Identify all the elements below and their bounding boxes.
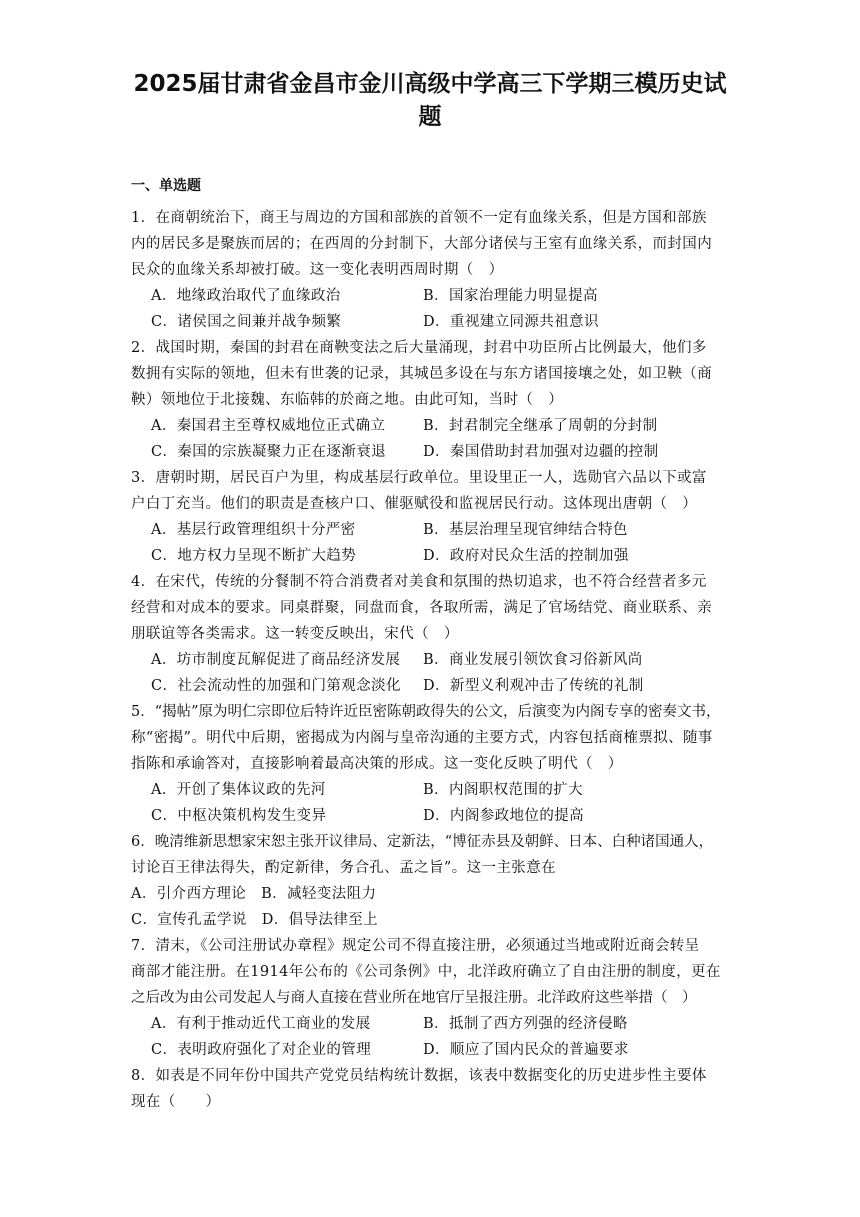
question-stem-line: 数拥有实际的领地，但未有世袭的记录，其城邑多设在与东方诸国接壤之处，如卫鞅（商 bbox=[131, 366, 713, 382]
option-b: B．内阁职权范围的扩大 bbox=[423, 782, 584, 798]
question-stem-line: 8．如表是不同年份中国共产党党员结构统计数据，该表中数据变化的历史进步性主要体 bbox=[131, 1068, 707, 1084]
question-stem-line: 2．战国时期，秦国的封君在商鞅变法之后大量涌现，封君中功臣所占比例最大，他们多 bbox=[131, 340, 707, 356]
option-c: C．地方权力呈现不断扩大趋势 bbox=[151, 548, 357, 564]
question-5 bbox=[131, 699, 743, 829]
option-a: A．基层行政管理组织十分严密 bbox=[151, 522, 356, 538]
document-title bbox=[60, 68, 800, 134]
question-1 bbox=[131, 205, 743, 335]
question-stem-line: 民众的血缘关系却被打破。这一变化表明西周时期（ ） bbox=[131, 262, 504, 278]
options-grid bbox=[131, 777, 743, 829]
option-d: D．内阁参政地位的提高 bbox=[423, 808, 585, 824]
option-b: B．商业发展引领饮食习俗新风尚 bbox=[423, 652, 643, 668]
option-c: C．表明政府强化了对企业的管理 bbox=[151, 1042, 372, 1058]
question-stem-line: 称“密揭”。明代中后期，密揭成为内阁与皇帝沟通的主要方式，内容包括商榷票拟、随事 bbox=[131, 730, 713, 746]
option-c: C．中枢决策机构发生变异 bbox=[151, 808, 327, 824]
options-grid bbox=[131, 413, 743, 465]
option-d: D．重视建立同源共祖意识 bbox=[423, 314, 599, 330]
question-stem-line: 经营和对成本的要求。同桌群聚，同盘而食，各取所需，满足了官场结党、商业联系、亲 bbox=[131, 600, 713, 616]
option-d: D．新型义利观冲击了传统的礼制 bbox=[423, 678, 644, 694]
question-stem-line: 1．在商朝统治下，商王与周边的方国和部族的首领不一定有血缘关系，但是方国和部族 bbox=[131, 210, 707, 226]
question-stem-line: 3．唐朝时期，居民百户为里，构成基层行政单位。里设里正一人，选勋官六品以下或富 bbox=[131, 470, 707, 486]
option-c: C．社会流动性的加强和门第观念淡化 bbox=[151, 678, 401, 694]
option-row-cd: C．宣传孔孟学说 D．倡导法律至上 bbox=[131, 912, 379, 928]
question-stem-line: 4．在宋代，传统的分餐制不符合消费者对美食和氛围的热切追求，也不符合经营者多元 bbox=[131, 574, 707, 590]
option-b: B．抵制了西方列强的经济侵略 bbox=[423, 1016, 628, 1032]
question-stem-line: 之后改为由公司发起人与商人直接在营业所在地官厅呈报注册。北洋政府这些举措（ ） bbox=[131, 990, 697, 1006]
options-grid bbox=[131, 517, 743, 569]
options-grid bbox=[131, 283, 743, 335]
question-stem-line: 指陈和承谕答对，直接影响着最高决策的形成。这一变化反映了明代（ ） bbox=[131, 756, 623, 772]
question-2 bbox=[131, 335, 743, 465]
title-line-2: 题 bbox=[418, 104, 442, 130]
option-row-ab: A．引介西方理论 B．减轻变法阻力 bbox=[131, 886, 377, 902]
options-grid bbox=[131, 1011, 743, 1063]
question-7 bbox=[131, 933, 743, 1063]
option-b: B．封君制完全继承了周朝的分封制 bbox=[423, 418, 658, 434]
question-stem-line: 户白丁充当。他们的职责是查核户口、催驱赋役和监视居民行动。这体现出唐朝（ ） bbox=[131, 496, 698, 512]
option-c: C．诸侯国之间兼并战争频繁 bbox=[151, 314, 342, 330]
option-a: A．坊市制度瓦解促进了商品经济发展 bbox=[151, 652, 401, 668]
title-line-1: 2025届甘肃省金昌市金川高级中学高三下学期三模历史试 bbox=[133, 71, 727, 97]
question-list bbox=[131, 205, 743, 1115]
question-4 bbox=[131, 569, 743, 699]
option-d: D．秦国借助封君加强对边疆的控制 bbox=[423, 444, 659, 460]
option-a: A．有利于推动近代工商业的发展 bbox=[151, 1016, 371, 1032]
question-3 bbox=[131, 465, 743, 569]
option-b: B．国家治理能力明显提高 bbox=[423, 288, 598, 304]
question-stem-line: 商部才能注册。在1914年公布的《公司条例》中，北洋政府确立了自由注册的制度，更在 bbox=[131, 964, 721, 980]
option-b: B．基层治理呈现官绅结合特色 bbox=[423, 522, 628, 538]
question-stem-line: 讨论百王律法得失，酌定新律，务合孔、孟之旨”。这一主张意在 bbox=[131, 860, 557, 876]
option-c: C．秦国的宗族凝聚力正在逐渐衰退 bbox=[151, 444, 386, 460]
question-6 bbox=[131, 829, 743, 933]
options-grid bbox=[131, 647, 743, 699]
option-d: D．顺应了国内民众的普遍要求 bbox=[423, 1042, 629, 1058]
question-stem-line: 内的居民多是聚族而居的；在西周的分封制下，大部分诸侯与王室有血缘关系，而封国内 bbox=[131, 236, 713, 252]
option-a: A．地缘政治取代了血缘政治 bbox=[151, 288, 341, 304]
option-a: A．秦国君主至尊权威地位正式确立 bbox=[151, 418, 386, 434]
option-d: D．政府对民众生活的控制加强 bbox=[423, 548, 629, 564]
section-heading: 一、单选题 bbox=[131, 178, 201, 194]
option-a: A．开创了集体议政的先河 bbox=[151, 782, 326, 798]
question-stem-line: 7．清末，《公司注册试办章程》规定公司不得直接注册，必须通过当地或附近商会转呈 bbox=[131, 938, 700, 954]
question-stem-line: 现在（ ） bbox=[131, 1094, 221, 1110]
question-8 bbox=[131, 1063, 743, 1115]
question-stem-line: 5．“揭帖”原为明仁宗即位后特许近臣密陈朝政得失的公文，后演变为内阁专享的密奏文书， bbox=[131, 704, 721, 720]
question-stem-line: 鞅）领地位于北接魏、东临韩的於商之地。由此可知，当时（ ） bbox=[131, 392, 564, 408]
question-stem-line: 6．晚清维新思想家宋恕主张开议律局、定新法，“博征赤县及朝鲜、日本、白种诸国通人， bbox=[131, 834, 714, 850]
question-stem-line: 朋联谊等各类需求。这一转变反映出，宋代（ ） bbox=[131, 626, 459, 642]
